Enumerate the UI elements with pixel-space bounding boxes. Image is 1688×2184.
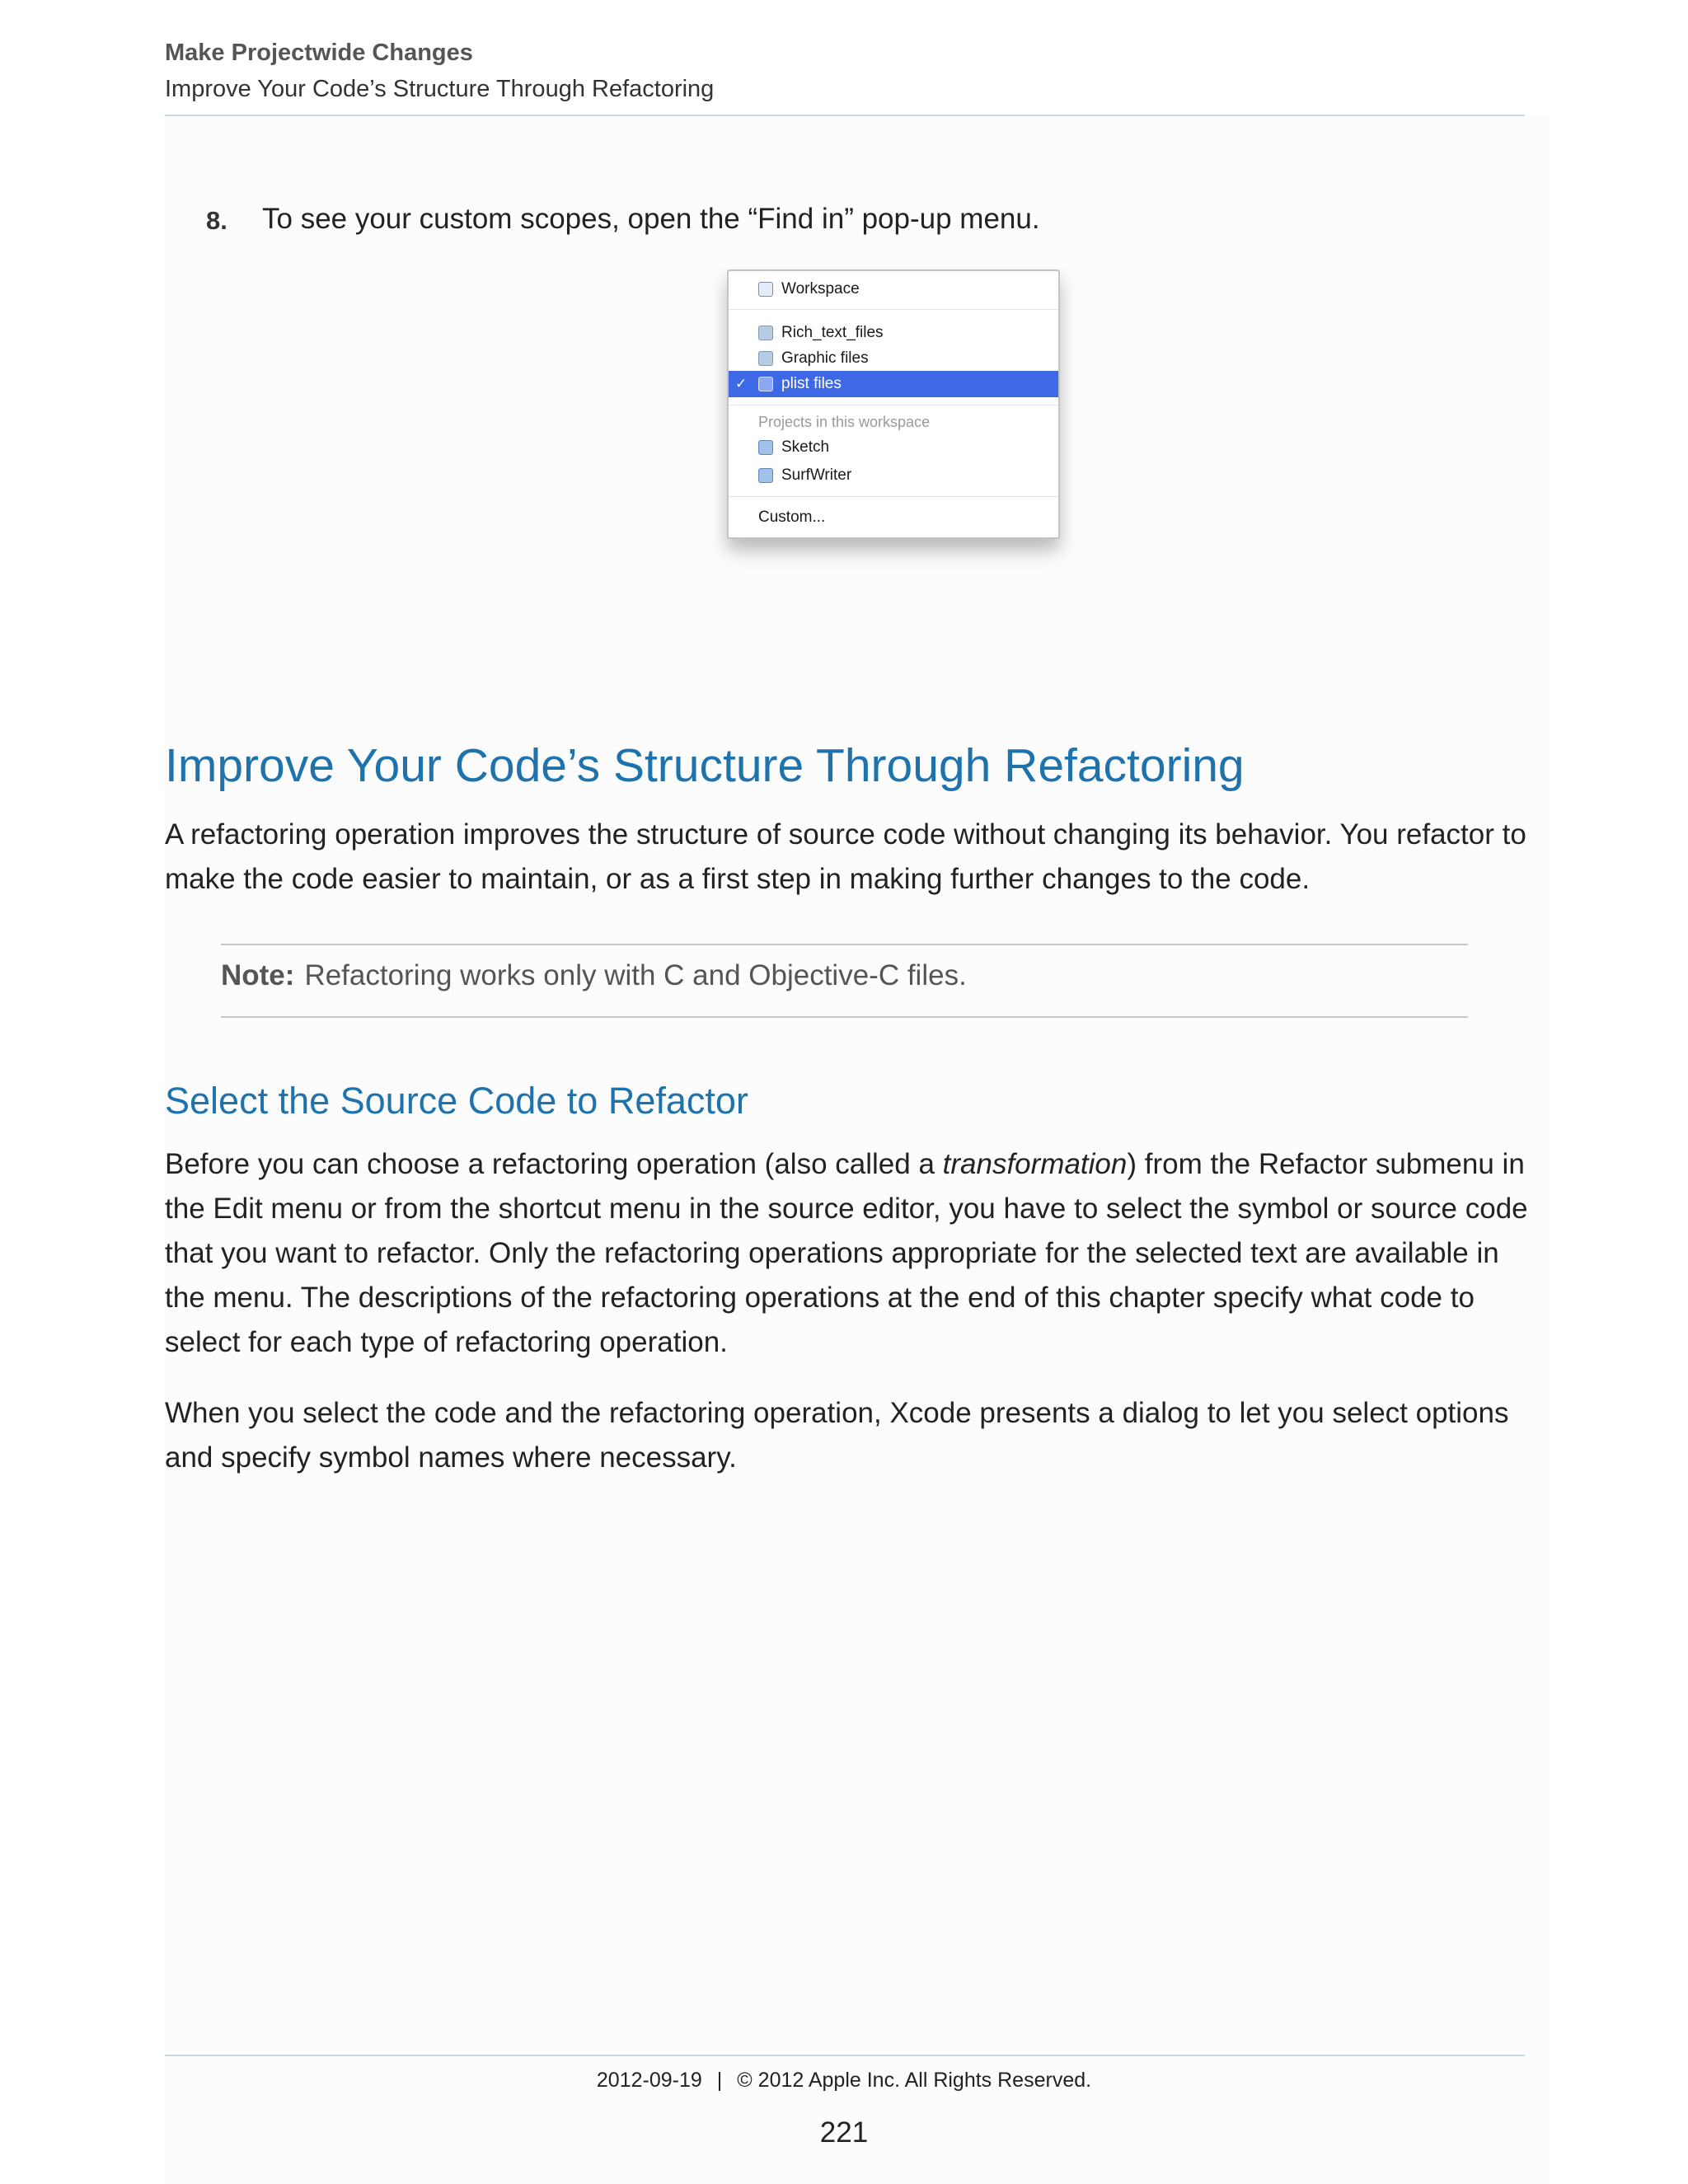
menu-section-heading: Projects in this workspace: [758, 414, 931, 430]
header-divider: [165, 115, 1525, 116]
running-header-section: Improve Your Code’s Structure Through Refactoring: [165, 76, 715, 102]
menu-item-scope[interactable]: [729, 320, 1058, 346]
menu-item-label: Graphic files: [781, 349, 869, 367]
step-text: To see your custom scopes, open the “Find in” pop-up menu.: [262, 203, 1040, 235]
menu-separator: [729, 309, 1058, 310]
project-icon: [758, 468, 773, 483]
step-number: 8.: [206, 206, 227, 235]
menu-item-scope-selected[interactable]: [729, 371, 1058, 397]
subsection-heading: Select the Source Code to Refactor: [165, 1080, 748, 1122]
emphasized-term: transformation: [942, 1148, 1128, 1180]
menu-item-label: plist files: [781, 375, 842, 392]
body-paragraph: [165, 1142, 1533, 1365]
body-paragraph: A refactoring operation improves the structure of source code without changing its behavior. You refactor to make the code easier to maintain, or as a first step in making further changes to the code.: [165, 818, 1526, 895]
find-in-popup-menu: [727, 269, 1060, 539]
running-header-chapter: Make Projectwide Changes: [165, 40, 473, 66]
body-paragraph: When you select the code and the refactoring operation, Xcode presents a dialog to let you select options and specify symbol names where necessary.: [165, 1397, 1509, 1474]
note-box: [221, 959, 967, 992]
menu-item-label: Workspace: [781, 280, 860, 298]
workspace-icon: [758, 282, 773, 297]
note-divider-bottom: [221, 1016, 1468, 1018]
footer: [0, 2069, 1688, 2093]
menu-item-workspace[interactable]: [729, 276, 1058, 302]
menu-item-label: Rich_text_files: [781, 324, 884, 341]
menu-item-project[interactable]: [729, 462, 1058, 489]
menu-item-scope[interactable]: [729, 345, 1058, 372]
menu-item-label: Sketch: [781, 438, 830, 456]
checkmark-icon: ✓: [735, 376, 748, 391]
menu-item-project[interactable]: [729, 434, 1058, 461]
project-icon: [758, 440, 773, 455]
paragraph-text: Before you can choose a refactoring operation (also called a: [165, 1148, 943, 1180]
menu-item-label: SurfWriter: [781, 466, 852, 484]
footer-divider: [165, 2055, 1525, 2056]
paragraph-text: ) from the Refactor submenu in the Edit menu or from the shortcut menu in the source editor, you have to select the symbol or source code that you want to refactor. Only the refactoring operations appropriate for the selected text are available in the menu. The descriptions of the refactoring operations at the end of this chapter specify what code to select for each type of refactoring operation.: [165, 1148, 1528, 1358]
menu-item-label: Custom...: [758, 509, 826, 526]
section-heading: Improve Your Code’s Structure Through Refactoring: [165, 739, 1245, 792]
menu-separator: [729, 496, 1058, 497]
page-number: 221: [819, 2116, 869, 2149]
note-text: Refactoring works only with C and Objective-C files.: [304, 959, 967, 991]
footer-copyright: © 2012 Apple Inc. All Rights Reserved.: [737, 2069, 1092, 2092]
scope-icon: [758, 351, 773, 366]
scope-icon: [758, 377, 773, 391]
note-divider-top: [221, 944, 1468, 945]
note-label: Note:: [221, 959, 295, 991]
scope-icon: [758, 326, 773, 340]
menu-item-custom[interactable]: [729, 504, 1058, 531]
footer-separator: |: [716, 2069, 723, 2092]
footer-date: 2012-09-19: [596, 2069, 702, 2092]
